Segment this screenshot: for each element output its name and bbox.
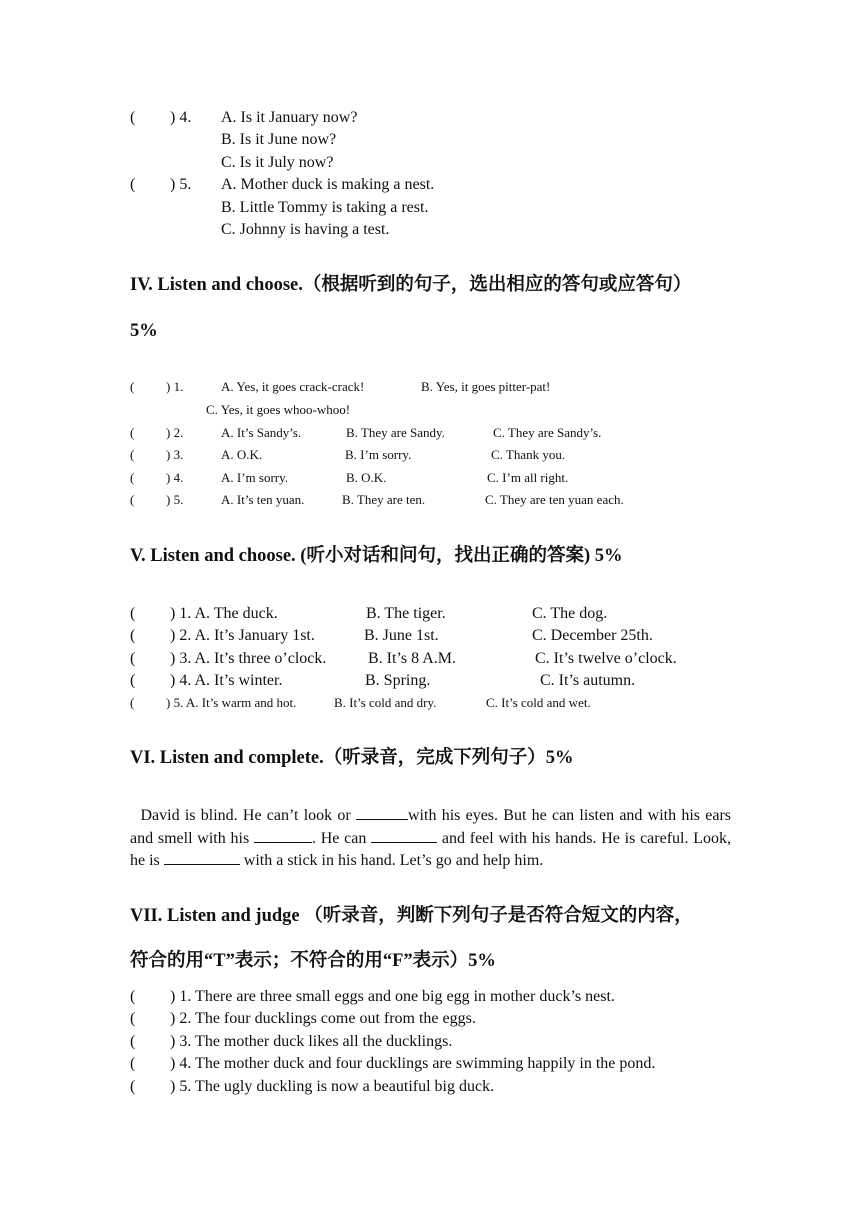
answer-paren: (: [130, 447, 135, 462]
option-c: C. Is it July now?: [221, 154, 334, 171]
answer-paren: (: [130, 1010, 136, 1027]
answer-paren: (: [130, 627, 136, 644]
blank-4[interactable]: [164, 850, 240, 865]
option-c: C. They are Sandy’s.: [493, 425, 602, 440]
option-b: B. I’m sorry.: [345, 447, 412, 462]
option-c: C. Thank you.: [491, 447, 566, 462]
option-a: A. Mother duck is making a nest.: [221, 176, 435, 193]
option-a: A. O.K.: [221, 447, 263, 462]
option-c: C. Johnny is having a test.: [221, 221, 390, 238]
answer-paren: (: [130, 650, 136, 667]
blank-3[interactable]: [371, 828, 437, 843]
option-c: C. It’s cold and wet.: [486, 695, 591, 710]
item-number: ) 4.: [166, 470, 184, 485]
statement-text: ) 1. There are three small eggs and one big egg in mother duck’s nest.: [170, 988, 615, 1005]
option-a: ) 5. A. It’s warm and hot.: [166, 695, 297, 710]
option-a: A. Is it January now?: [221, 109, 358, 126]
option-b: B. It’s cold and dry.: [334, 695, 437, 710]
option-b: B. Little Tommy is taking a rest.: [221, 199, 429, 216]
item-number: ) 3.: [166, 447, 184, 462]
answer-paren: (: [130, 425, 135, 440]
paragraph-text: with his eyes. But he can listen and with his ears and smell with his: [130, 807, 732, 847]
cloze-paragraph: [130, 805, 731, 873]
paragraph-text: and feel with his hands. He is careful. Look, he is: [130, 829, 732, 869]
answer-paren: (: [130, 605, 136, 622]
option-c: C. The dog.: [532, 605, 608, 622]
option-a: ) 4. A. It’s winter.: [170, 672, 283, 689]
answer-paren: (: [130, 672, 136, 689]
section-iv-heading-line2: 5%: [130, 321, 158, 341]
item-number: ) 4.: [170, 109, 192, 126]
statement-text: ) 3. The mother duck likes all the ducklings.: [170, 1033, 453, 1050]
option-b: B. Spring.: [365, 672, 431, 689]
paragraph-text: David is blind. He can’t look or: [140, 807, 351, 824]
option-b: B. O.K.: [346, 470, 387, 485]
item-number: ) 5.: [166, 492, 184, 507]
option-b: B. They are ten.: [342, 492, 426, 507]
answer-paren: (: [130, 470, 135, 485]
statement-text: ) 2. The four ducklings come out from the eggs.: [170, 1010, 476, 1027]
option-a: A. It’s ten yuan.: [221, 492, 305, 507]
answer-paren: (: [130, 379, 135, 394]
option-b: B. Yes, it goes pitter-pat!: [421, 379, 551, 394]
option-b: B. It’s 8 A.M.: [368, 650, 457, 667]
statement-text: ) 4. The mother duck and four ducklings are swimming happily in the pond.: [170, 1055, 656, 1072]
paragraph-text: with a stick in his hand. Let’s go and help him.: [243, 852, 544, 869]
section-iv-heading: IV. Listen and choose.（根据听到的句子，选出相应的答句或应答句）: [130, 275, 692, 295]
blank-2[interactable]: [254, 828, 312, 843]
section-v-heading: V. Listen and choose. (听小对话和问句，找出正确的答案) 5%: [130, 546, 623, 566]
option-a: ) 1. A. The duck.: [170, 605, 278, 622]
section-vii-heading-line2: 符合的用“T”表示；不符合的用“F”表示）5%: [130, 951, 496, 971]
item-number: ) 2.: [166, 425, 184, 440]
answer-paren: (: [130, 988, 136, 1005]
option-a: A. I’m sorry.: [221, 470, 289, 485]
answer-paren: (: [130, 695, 135, 710]
answer-paren: (: [130, 1033, 136, 1050]
section-vi-heading: VI. Listen and complete.（听录音，完成下列句子）5%: [130, 748, 574, 768]
item-number: ) 5.: [170, 176, 192, 193]
item-number: ) 1.: [166, 379, 184, 394]
option-a: ) 3. A. It’s three o’clock.: [170, 650, 327, 667]
option-b: B. They are Sandy.: [346, 425, 445, 440]
option-b: B. The tiger.: [366, 605, 446, 622]
blank-1[interactable]: [356, 805, 408, 820]
answer-paren: (: [130, 1078, 136, 1095]
option-c: C. December 25th.: [532, 627, 653, 644]
option-c: C. It’s twelve o’clock.: [535, 650, 677, 667]
option-a: A. Yes, it goes crack-crack!: [221, 379, 365, 394]
option-a: ) 2. A. It’s January 1st.: [170, 627, 315, 644]
statement-text: ) 5. The ugly duckling is now a beautiful big duck.: [170, 1078, 495, 1095]
option-c: C. They are ten yuan each.: [485, 492, 624, 507]
option-c: C. Yes, it goes whoo-whoo!: [206, 402, 351, 417]
answer-paren: (: [130, 492, 135, 507]
option-c: C. I’m all right.: [487, 470, 569, 485]
section-vii-heading: VII. Listen and judge （听录音，判断下列句子是否符合短文的内容，: [130, 906, 693, 926]
option-b: B. Is it June now?: [221, 131, 337, 148]
answer-paren: (: [130, 109, 136, 126]
option-b: B. June 1st.: [364, 627, 439, 644]
answer-paren: (: [130, 1055, 136, 1072]
paragraph-text: . He can: [311, 829, 367, 847]
answer-paren: (: [130, 176, 136, 193]
option-c: C. It’s autumn.: [540, 672, 636, 689]
option-a: A. It’s Sandy’s.: [221, 425, 302, 440]
